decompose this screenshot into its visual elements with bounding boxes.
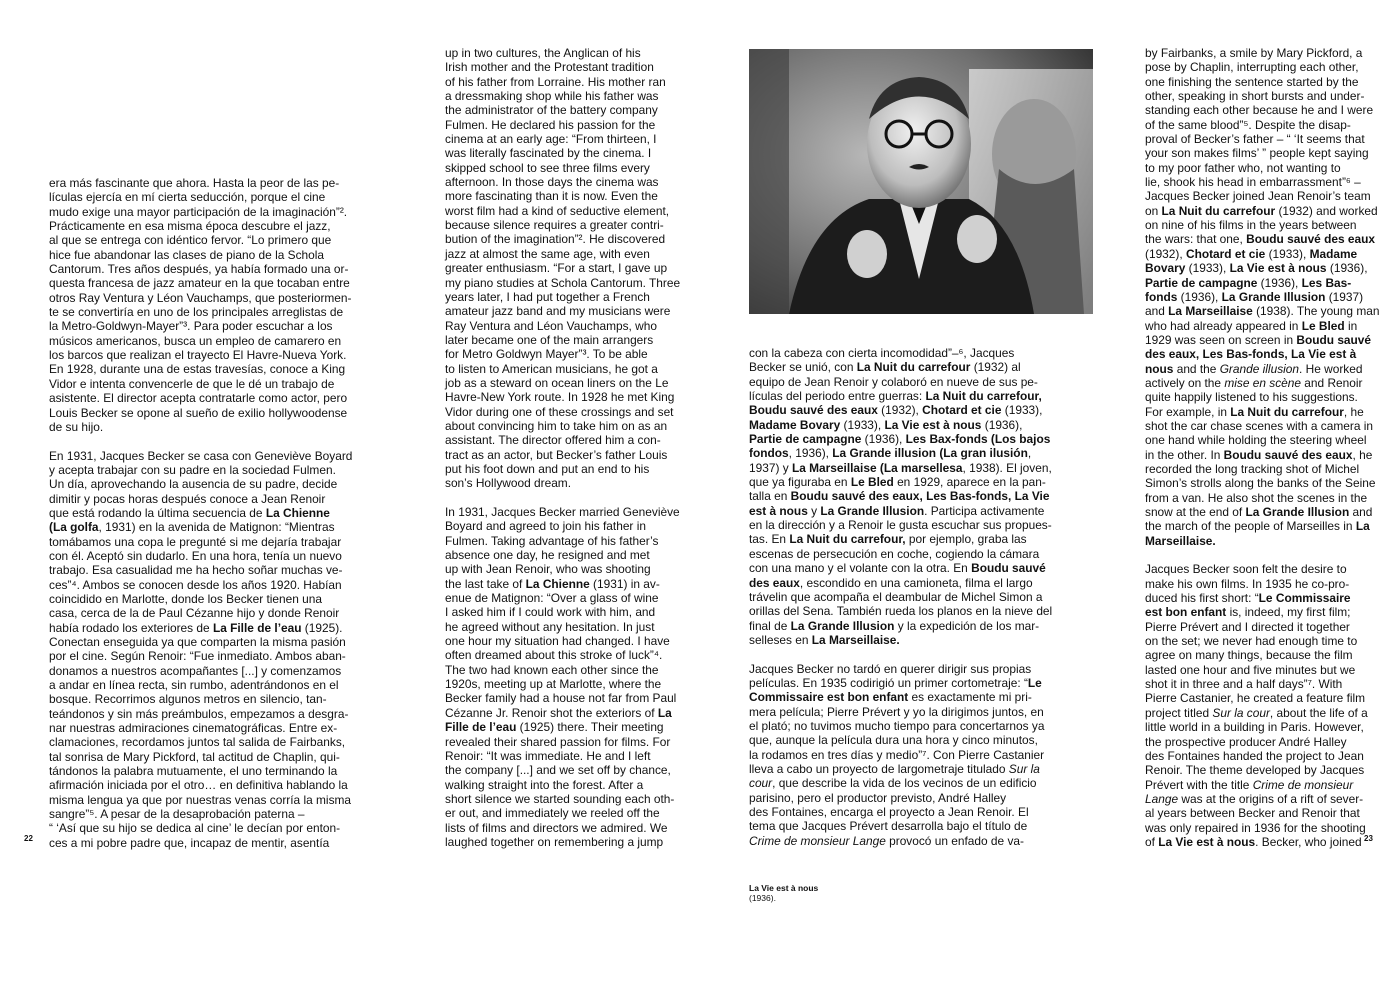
text-line: was only repaired in 1936 for the shooting [1145,820,1366,835]
text-line: nous and the Grande illusion. He worked [1145,361,1363,376]
text-line: Fulmen. Taking advantage of his father’s [445,533,659,548]
text-line: equipo de Jean Renoir y colaboró en nueve de sus pe- [749,374,1038,389]
text-line: the company [...] and we set off by chance, [445,763,671,778]
text-line: actively on the mise en scène and Renoir [1145,375,1363,390]
text-line: Pierre Prévert and I directed it together [1145,619,1350,634]
text-line: En 1931, Jacques Becker se casa con Geneviève Boyard [49,448,353,463]
text-line: amateur jazz band and my musicians were [445,304,671,319]
text-line: In 1931, Jacques Becker married Geneviève [445,505,680,519]
text-line: and La Marseillaise (1938). The young man [1145,304,1380,319]
text-line: er out, and immediately we reeled off the [445,806,660,821]
paragraph-2 [49,449,352,851]
text-line: the last take of La Chienne (1931) in av- [445,576,660,591]
text-line: Madame Bovary (1933), La Vie est à nous (1936), [749,417,1023,432]
text-line: (La golfa, 1931) en la avenida de Matignon: “Mientras [49,520,335,535]
text-line: Becker family had a house not far from Paul [445,691,677,706]
text-line: Boyard and agreed to join his father in [445,519,646,534]
text-line: te se convertiría en uno de los principales arreglistas de [49,305,344,320]
film-still-illustration [749,49,1093,314]
text-line: on nine of his films in the years between [1145,218,1357,233]
text-line: est à nous y La Grande Illusion. Participa activamente [749,503,1045,518]
text-line: worst film had a kind of seductive element, [445,203,670,218]
paragraph-1 [749,346,1052,647]
text-line: Jacques Becker soon felt the desire to [1145,562,1347,577]
text-line: by Fairbanks, a smile by Mary Pickford, a [1145,46,1363,60]
text-line: Simon’s strolls along the banks of the Seine [1145,476,1376,491]
text-line: he agreed without any hesitation. In just [445,619,655,634]
text-line: cour, que describe la vida de los vecinos de un edificio [749,776,1037,791]
text-line: Marseillaise. [1145,533,1216,548]
text-line: to my poor father who, not wanting to [1145,160,1341,175]
text-line: who had already appeared in Le Bled in [1145,318,1358,333]
text-line: Renoir: “It was immediate. He and I left [445,748,651,763]
text-line: ces a mi pobre padre que, incapaz de mentir, asentía [49,835,330,850]
paragraph-1 [49,176,352,434]
text-line: Un día, aprovechando la ausencia de su padre, decide [49,477,338,492]
paragraph-2 [445,505,680,849]
text-line: up with Jean Renoir, who was shooting [445,562,651,577]
text-line: Jacques Becker joined Jean Renoir’s team [1145,189,1371,204]
text-line: Vidor during one of these crossings and set [445,404,674,419]
text-line: up in two cultures, the Anglican of his [445,46,641,60]
text-line: years later, I had put together a French [445,289,650,304]
text-line: asistente. El director acepta contratarle como actor, pero [49,391,348,406]
text-line: que, aunque la película dura una hora y cinco minutos, [749,733,1038,748]
caption-year: (1936). [749,893,776,903]
text-line: quite happily listened to his suggestions. [1145,390,1358,405]
text-line: more fascinating than it is now. Even the [445,189,658,204]
text-line: lasted one hour and five minutes but we [1145,662,1356,677]
text-line: donamos a nuestros acompañantes [...] y comenzamos [49,663,342,678]
text-line: Irish mother and the Protestant tradition [445,60,654,75]
text-line: al que se entrega con idéntico fervor. “Lo primero que [49,233,332,248]
text-line: put his foot down and put an end to his [445,461,650,476]
text-line: for Metro Goldwyn Mayer”³. To be able [445,347,648,362]
text-line: Ray Ventura and Léon Vauchamps, who [445,318,657,333]
text-line: the march of the people of Marseilles in La [1145,519,1370,534]
column-2-english [445,46,680,849]
text-line: proval of Becker’s father – “ ‘It seems that [1145,132,1365,147]
film-still-photo [749,49,1093,314]
page-number-right: 23 [1364,834,1373,843]
text-line: teándonos y sin más preámbulos, empezamos a desgra- [49,706,349,721]
paragraph-2 [1145,562,1379,849]
text-line: Bovary (1933), La Vie est à nous (1936), [1145,261,1368,276]
text-line: in the other. In Boudu sauvé des eaux, he [1145,447,1373,462]
text-line: to listen to American musicians, he got a [445,361,658,376]
text-line: con él. Aceptó sin dudarlo. En una hora, tenía un nuevo [49,548,342,563]
text-line: tándonos la palabra mutuamente, el uno terminando la [49,764,338,779]
text-line: por el cine. Según Renoir: “Fue inmediato. Ambos aban- [49,649,346,664]
column-1-spanish [49,176,352,850]
text-line: el plató; no tuvimos mucho tiempo para concertarnos ya [749,718,1045,733]
text-line: little world in a building in Paris. However, [1145,720,1364,735]
text-line: absence one day, he resigned and met [445,548,650,563]
text-line: era más fascinante que ahora. Hasta la peor de las pe- [49,176,340,190]
photo-caption [749,883,818,903]
text-line: of La Vie est à nous. Becker, who joined [1145,834,1362,849]
text-line: walking straight into the forest. After a [445,777,644,792]
text-line: tract as an actor, but Becker’s father Louis [445,447,668,462]
text-line: fonds (1936), La Grande Illusion (1937) [1145,289,1364,304]
text-line: later became one of the main arrangers [445,332,654,347]
text-line: que ya figuraba en Le Bled en 1929, aparece en la pan- [749,475,1046,490]
text-line: a dressmaking shop while his father was [445,89,659,104]
text-line: clamaciones, recordamos juntos tal salida de Fairbanks, [49,735,346,750]
text-line: a andar en línea recta, sin rumbo, adentrándonos en el [49,678,339,693]
text-line: tema que Jacques Prévert desarrolla bajo el título de [749,819,1028,834]
text-line: one hour my situation had changed. I have [445,634,670,649]
text-line: Boudu sauvé des eaux (1932), Chotard et cie (1933), [749,403,1043,418]
text-line: afternoon. In those days the cinema was [445,175,659,190]
text-line: bosque. Recorrimos algunos metros en silencio, tan- [49,692,327,707]
text-line: des eaux, escondido en una camioneta, filma el largo [749,575,1033,590]
text-line: final de La Grande Illusion y la expedición de los mar- [749,618,1040,633]
text-line: because silence requires a greater contri- [445,218,664,233]
text-line: job as a steward on ocean liners on the Le [445,375,669,390]
text-line: your son makes films’ ” people kept saying [1145,146,1369,161]
text-line: often dreamed about this stroke of luck”⁴. [445,648,663,663]
text-line: misma lengua ya que por nuestras venas corría la misma [49,792,352,807]
text-line: The two had known each other since the [445,662,659,677]
text-line: Pierre Castanier, he created a feature film [1145,691,1366,706]
paragraph-1 [445,46,680,491]
text-line: cinema at an early age: “From thirteen, I [445,132,657,147]
text-line: the wars: that one, Boudu sauvé des eaux [1145,232,1375,247]
text-line: short silence we started sounding each oth- [445,791,675,806]
text-line: make his own films. In 1935 he co-pro- [1145,576,1350,591]
text-line: lleva a cabo un proyecto de largometraje titulado Sur la [749,761,1040,776]
text-line: (1932), Chotard et cie (1933), Madame [1145,246,1358,261]
text-line: 1929 was seen on screen in Boudu sauvé [1145,332,1372,347]
text-line: questa francesa de jazz amateur en la que tocaban entre [49,276,350,291]
text-line: películas. En 1935 codirigió un primer cortometraje: “Le [749,675,1042,690]
text-line: Cézanne Jr. Renoir shot the exteriors of La [445,705,672,720]
text-line: parisino, pero el productor previsto, André Halley [749,790,1007,805]
text-line: des eaux, Les Bas-fonds, La Vie est à [1145,347,1357,362]
text-line: enue de Matignon: “Over a glass of wine [445,591,659,606]
text-line: For example, in La Nuit du carrefour, he [1145,404,1364,419]
text-line: “ ‘Así que su hijo se dedica al cine’ le decían por enton- [49,821,341,836]
text-line: 1937) y La Marseillaise (La marsellesa, 1938). El joven, [749,460,1052,475]
text-line: y acepta trabajar con su padre en la sociedad Fulmen. [49,462,336,477]
text-line: lie, shook his head in embarrassment”⁶ – [1145,175,1361,190]
text-line: había rodado los exteriores de La Fille de l’eau (1925). [49,620,343,635]
text-line: tal sonrisa de Mary Pickford, tal actitud de Chaplin, qui- [49,749,340,764]
text-line: from a van. He also shot the scenes in the [1145,490,1368,505]
text-line: duced his first short: “Le Commissaire [1145,591,1351,606]
column-3-spanish [749,346,1052,848]
text-line: lículas del periodo entre guerras: La Nuit du carrefour, [749,389,1042,404]
text-line: orillas del Sena. También rueda los planos en la nieve del [749,604,1053,619]
paragraph-2 [749,662,1052,848]
text-line: agree on many things, because the film [1145,648,1353,663]
text-line: En 1928, durante una de estas travesías, conoce a King [49,362,346,377]
text-line: Renoir. The theme developed by Jacques [1145,763,1365,778]
text-line: mera película; Pierre Prévert y yo la dirigimos juntos, en [749,704,1044,719]
text-line: Fille de l’eau (1925) there. Their meeting [445,720,664,735]
text-line: shot it in three and a half days”⁷. With [1145,677,1343,692]
text-line: skipped school to see three films every [445,160,650,175]
text-line: con la cabeza con cierta incomodidad”–⁶, Jacques [749,346,1015,360]
text-line: otros Ray Ventura y Léon Vauchamps, que posteriormen- [49,290,352,305]
page-number-left: 22 [24,834,33,843]
text-line: Lange was at the origins of a rift of sever- [1145,791,1364,806]
text-line: escenas de persecución en coche, cogiendo la cámara [749,546,1040,561]
text-line: tas. En La Nuit du carrefour, por ejemplo, graba las [749,532,1027,547]
text-line: en la dirección y a Renoir le gusta escuchar sus propues- [749,518,1052,533]
text-line: of the same blood”⁵. Despite the disap- [1145,117,1351,132]
text-line: shot the car chase scenes with a camera in [1145,418,1374,433]
text-line: ces”⁴. Ambos se conocen desde los años 1920. Habían [49,577,342,592]
text-line: Prácticamente en esa misma época descubre el jazz, [49,219,331,234]
text-line: assistant. The director offered him a con- [445,433,661,448]
text-line: son’s Hollywood dream. [445,476,572,491]
text-line: recorded the long tracking shot of Michel [1145,461,1360,476]
text-line: the prospective producer André Halley [1145,734,1347,749]
text-line: project titled Sur la cour, about the life of a [1145,705,1368,720]
text-line: Jacques Becker no tardó en querer dirigir sus propias [749,661,1032,676]
text-line: revealed their shared passion for films. For [445,734,671,749]
text-line: afirmación iniciada por el otro… en definitiva hablando la [49,778,348,793]
text-line: est bon enfant is, indeed, my first film; [1145,605,1351,620]
text-line: casa, cerca de la de Paul Cézanne hijo y donde Renoir [49,606,340,621]
text-line: my piano studies at Schola Cantorum. Three [445,275,681,290]
text-line: Commissaire est bon enfant es exactamente mi pri- [749,690,1032,705]
text-line: hice fue abandonar las clases de piano de la Schola [49,247,325,262]
text-line: al years between Becker and Renoir that [1145,806,1360,821]
text-line: Havre-New York route. In 1928 he met King [445,390,675,405]
text-line: pose by Chaplin, interrupting each other, [1145,60,1359,75]
text-line: Fulmen. He declared his passion for the [445,117,656,132]
text-line: greater enthusiasm. “For a start, I gave up [445,261,668,276]
text-line: I asked him if I could work with him, and [445,605,656,620]
text-line: nar nuestras admiraciones cinematográficas. Entre ex- [49,721,338,736]
text-line: dimitir y pocas horas después conoce a Jean Renoir [49,491,326,506]
text-line: coincidido en Marlotte, donde los Becker tienen una [49,591,322,606]
text-line: laughed together on remembering a jump [445,834,664,849]
text-line: jazz at almost the same age, with even [445,246,650,261]
text-line: on the set; we never had enough time to [1145,634,1358,649]
text-line: Prévert with the title Crime de monsieur [1145,777,1354,792]
text-line: 1920s, meeting up at Marlotte, where the [445,677,662,692]
text-line: Cantorum. Tres años después, ya había formado una or- [49,262,349,277]
text-line: lículas ejercía en mí cierta seducción, porque el cine [49,190,326,205]
text-line: de su hijo. [49,419,104,434]
text-line: one finishing the sentence started by the [1145,74,1359,89]
text-line: des Fontaines, encarga el proyecto a Jean Renoir. El [749,805,1029,819]
paragraph-1 [1145,46,1379,548]
text-line: los barcos que realizan el trayecto El Havre-Nueva York. [49,348,347,363]
text-line: sangre”⁵. A pesar de la desaprobación paterna – [49,807,305,822]
text-line: trávelin que acompaña el deambular de Michel Simon a [749,589,1043,604]
text-line: of his father from Lorraine. His mother ran [445,74,666,89]
text-line: Partie de campagne (1936), Les Bax-fonds (Los bajos [749,432,1051,447]
text-line: que está rodando la última secuencia de La Chienne [49,505,330,520]
text-line: Crime de monsieur Lange provocó un enfado de va- [749,833,1024,848]
text-line: trabajo. Esa casualidad me ha hecho soñar muchas ve- [49,563,343,578]
text-line: tomábamos una copa le pregunté si me dejaría trabajar [49,534,342,549]
text-line: Partie de campagne (1936), Les Bas- [1145,275,1352,290]
text-line: bution of the imagination”². He discovered [445,232,666,247]
text-line: fondos, 1936), La Grande illusion (La gran ilusión, [749,446,1032,461]
text-line: on La Nuit du carrefour (1932) and worked [1145,203,1378,218]
text-line: la rodamos en tres días y medio”⁷. Con Pierre Castanier [749,747,1045,762]
text-line: con una mano y el volante con la otra. En Boudu sauvé [749,561,1046,576]
text-line: one hand while holding the steering wheel [1145,433,1367,448]
text-line: snow at the end of La Grande Illusion and [1145,505,1373,519]
text-line: talla en Boudu sauvé des eaux, Les Bas-fonds, La Vie [749,489,1050,504]
text-line: mudo exige una mayor participación de la imaginación”². [49,204,348,219]
text-line: Vidor e intenta convencerle de que le dé un trabajo de [49,376,335,391]
text-line: Louis Becker se opone al sueño de exilio hollywoodense [49,405,348,420]
caption-title: La Vie est à nous [749,883,819,893]
text-line: about convincing him to take him on as an [445,418,668,433]
column-4-english [1145,46,1379,849]
text-line: la Metro-Goldwyn-Mayer”³. Para poder escuchar a los [49,319,333,334]
text-line: standing each other because he and I were [1145,103,1374,118]
text-line: Becker se unió, con La Nuit du carrefour (1932) al [749,360,1021,375]
text-line: was literally fascinated by the cinema. I [445,146,652,161]
text-line: Conectan enseguida ya que comparten la misma pasión [49,635,346,649]
text-line: músicos americanos, busca un empleo de camarero en [49,333,342,348]
text-line: des Fontaines handed the project to Jean [1145,748,1364,763]
text-line: selleses en La Marseillaise. [749,632,900,647]
text-line: the administrator of the battery company [445,103,658,118]
text-line: other, speaking in short bursts and under- [1145,89,1365,104]
text-line: lists of films and directors we admired. We [445,820,668,835]
